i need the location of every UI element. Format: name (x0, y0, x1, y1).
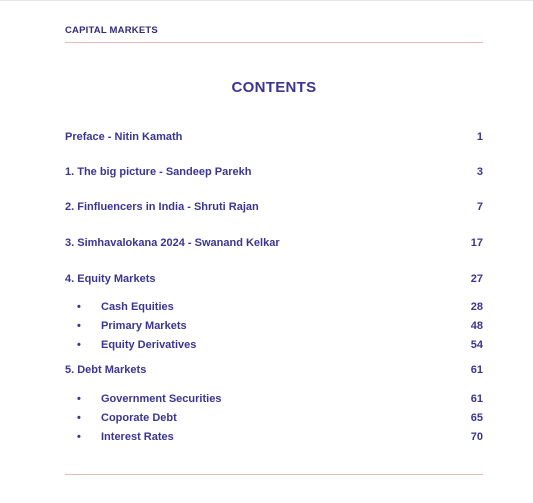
toc-entry-simhavalokana[interactable] (65, 237, 483, 253)
toc-entry-page-number: 61 (470, 393, 483, 405)
bullet-icon: • (77, 412, 81, 424)
bullet-icon: • (77, 301, 81, 313)
toc-entry-page-number: 17 (470, 237, 483, 249)
toc-subentry-primary-markets[interactable] (65, 320, 483, 336)
toc-entry-page-number: 65 (470, 412, 483, 424)
toc-entry-page-number: 61 (470, 364, 483, 376)
toc-entry-label: 1. The big picture - Sandeep Parekh (65, 166, 252, 178)
toc-entry-label: Interest Rates (101, 431, 174, 443)
toc-entry-label: 4. Equity Markets (65, 273, 156, 285)
toc-entry-finfluencers[interactable] (65, 201, 483, 217)
toc-entry-equity-markets[interactable] (65, 273, 483, 289)
toc-entry-label: Government Securities (101, 393, 222, 405)
toc-entry-page-number: 1 (476, 131, 483, 143)
section-header-label: CAPITAL MARKETS (65, 25, 158, 36)
toc-entry-page-number: 54 (470, 339, 483, 351)
page-title: CONTENTS (231, 79, 317, 96)
toc-subentry-government-securities[interactable] (65, 393, 483, 409)
toc-entry-debt-markets[interactable] (65, 364, 483, 380)
page-top-edge (0, 0, 533, 1)
bullet-icon: • (77, 393, 81, 405)
toc-subentry-cash-equities[interactable] (65, 301, 483, 317)
footer-divider (65, 474, 483, 475)
toc-entry-page-number: 3 (476, 166, 483, 178)
toc-entry-page-number: 27 (470, 273, 483, 285)
toc-entry-label: Preface - Nitin Kamath (65, 131, 183, 143)
bullet-icon: • (77, 320, 81, 332)
toc-entry-label: 2. Finfluencers in India - Shruti Rajan (65, 201, 259, 213)
bullet-icon: • (77, 431, 81, 443)
toc-subentry-equity-derivatives[interactable] (65, 339, 483, 355)
toc-entry-label: 5. Debt Markets (65, 364, 147, 376)
toc-entry-label: Equity Derivatives (101, 339, 197, 351)
toc-entry-page-number: 48 (470, 320, 483, 332)
toc-entry-preface[interactable] (65, 131, 483, 147)
bullet-icon: • (77, 339, 81, 351)
toc-entry-page-number: 7 (476, 201, 483, 213)
toc-entry-page-number: 28 (470, 301, 483, 313)
toc-subentry-interest-rates[interactable] (65, 431, 483, 447)
toc-entry-page-number: 70 (470, 431, 483, 443)
toc-entry-label: 3. Simhavalokana 2024 - Swanand Kelkar (65, 237, 280, 249)
toc-entry-label: Coporate Debt (101, 412, 177, 424)
toc-subentry-coporate-debt[interactable] (65, 412, 483, 428)
header-divider (65, 42, 483, 43)
toc-entry-label: Primary Markets (101, 320, 187, 332)
toc-entry-big-picture[interactable] (65, 166, 483, 182)
toc-entry-label: Cash Equities (101, 301, 174, 313)
